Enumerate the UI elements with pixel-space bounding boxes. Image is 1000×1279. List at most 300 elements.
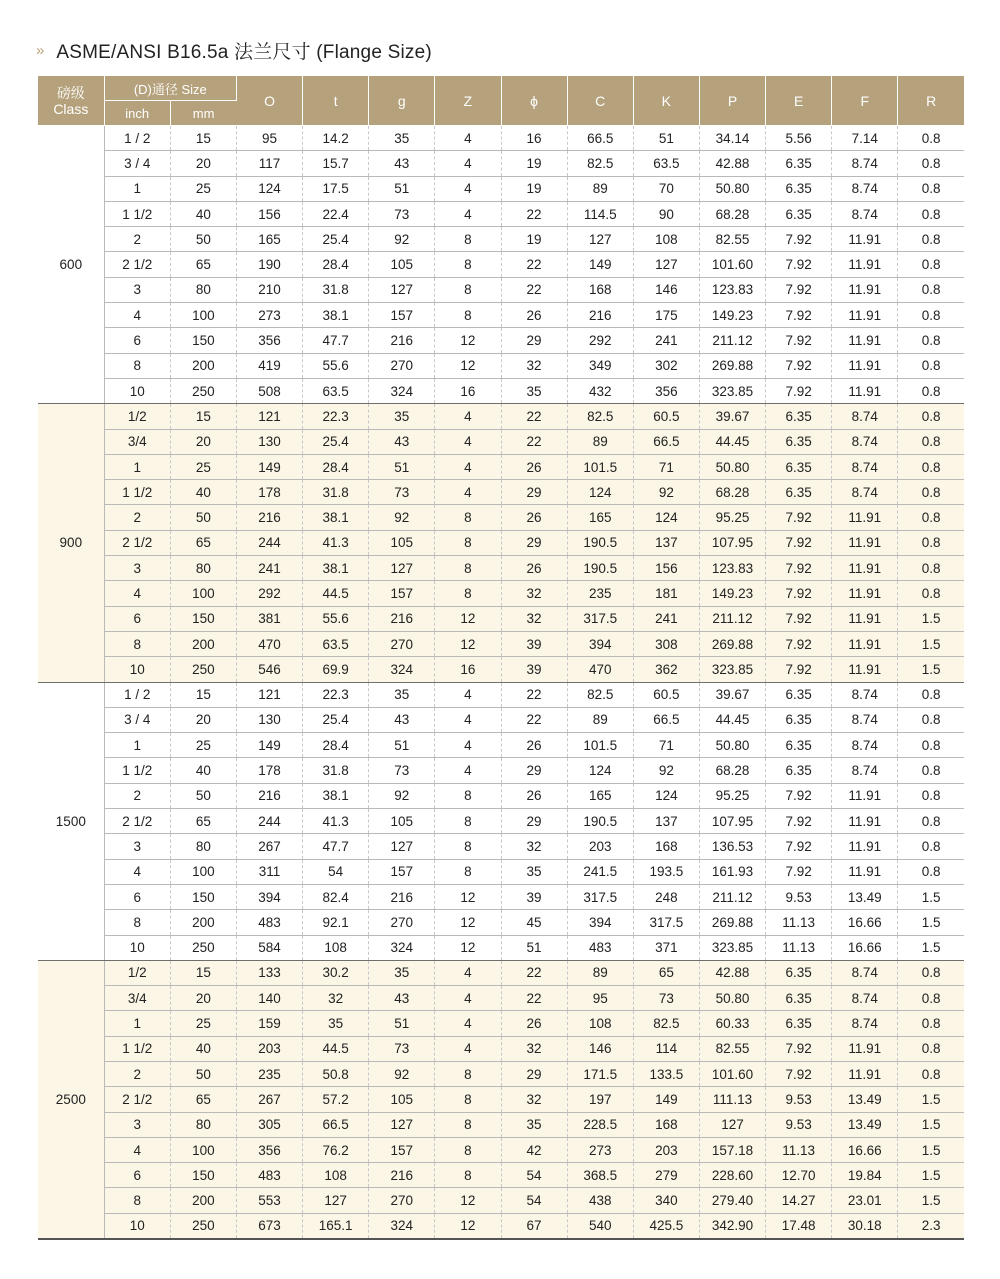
table-cell: 29 [501,530,567,555]
table-cell: 216 [369,606,435,631]
table-cell: 63.5 [633,151,699,176]
table-cell: 47.7 [303,328,369,353]
table-cell: 8 [435,556,501,581]
table-cell: 381 [236,606,302,631]
table-row [38,530,964,555]
table-cell: 4 [435,126,501,151]
table-cell: 8 [435,303,501,328]
table-cell: 1.5 [898,606,964,631]
table-row [38,252,964,277]
table-cell: 323.85 [699,378,765,403]
table-cell: 127 [699,1112,765,1137]
table-cell: 17.5 [303,176,369,201]
table-cell: 4 [104,581,170,606]
table-cell: 51 [501,935,567,960]
table-cell: 73 [369,758,435,783]
table-cell: 32 [501,1036,567,1061]
table-cell: 44.45 [699,707,765,732]
table-cell: 80 [170,556,236,581]
table-row [38,707,964,732]
table-cell: 0.8 [898,277,964,302]
table-cell: 0.8 [898,454,964,479]
table-cell: 8 [435,1061,501,1086]
table-cell: 2 1/2 [104,809,170,834]
table-cell: 305 [236,1112,302,1137]
table-cell: 6.35 [766,429,832,454]
table-cell: 8 [435,1163,501,1188]
table-cell: 29 [501,328,567,353]
table-cell: 0.8 [898,201,964,226]
table-cell: 228.60 [699,1163,765,1188]
table-cell: 6.35 [766,960,832,985]
table-cell: 43 [369,151,435,176]
table-cell: 1 / 2 [104,682,170,707]
table-cell: 12 [435,1188,501,1213]
table-cell: 11.91 [832,328,898,353]
table-cell: 15 [170,960,236,985]
table-cell: 32 [303,986,369,1011]
table-cell: 7.92 [766,1036,832,1061]
table-cell: 25.4 [303,707,369,732]
table-cell: 0.8 [898,429,964,454]
table-cell: 425.5 [633,1213,699,1239]
table-row [38,126,964,151]
table-cell: 124 [236,176,302,201]
table-cell: 16 [501,126,567,151]
table-cell: 20 [170,986,236,1011]
table-cell: 100 [170,303,236,328]
table-cell: 111.13 [699,1087,765,1112]
table-cell: 7.92 [766,378,832,403]
table-cell: 157 [369,581,435,606]
table-cell: 394 [567,631,633,656]
col-header-E: E [766,76,832,126]
table-cell: 8.74 [832,960,898,985]
table-cell: 4 [104,1137,170,1162]
table-cell: 50.80 [699,454,765,479]
table-cell: 17.48 [766,1213,832,1239]
table-cell: 302 [633,353,699,378]
table-cell: 0.8 [898,834,964,859]
table-cell: 11.91 [832,277,898,302]
table-cell: 123.83 [699,277,765,302]
table-cell: 28.4 [303,733,369,758]
table-cell: 63.5 [303,378,369,403]
table-cell: 7.92 [766,530,832,555]
table-cell: 197 [567,1087,633,1112]
table-cell: 1.5 [898,1137,964,1162]
table-cell: 26 [501,783,567,808]
table-cell: 211.12 [699,328,765,353]
table-cell: 44.45 [699,429,765,454]
table-cell: 4 [104,859,170,884]
table-cell: 26 [501,1011,567,1036]
table-cell: 508 [236,378,302,403]
table-cell: 168 [633,834,699,859]
table-cell: 101.60 [699,252,765,277]
table-cell: 82.55 [699,1036,765,1061]
table-cell: 54 [501,1163,567,1188]
size-header: (D)通径 Size [104,76,236,101]
table-row [38,935,964,960]
table-row [38,227,964,252]
table-cell: 7.92 [766,581,832,606]
table-cell: 71 [633,733,699,758]
table-cell: 22 [501,986,567,1011]
table-cell: 157 [369,859,435,884]
table-cell: 250 [170,657,236,682]
table-cell: 241 [633,606,699,631]
table-cell: 1 1/2 [104,1036,170,1061]
table-cell: 2 1/2 [104,252,170,277]
table-cell: 356 [633,378,699,403]
table-cell: 6.35 [766,733,832,758]
table-cell: 19.84 [832,1163,898,1188]
table-cell: 50 [170,227,236,252]
table-row [38,581,964,606]
table-cell: 1 [104,733,170,758]
table-cell: 47.7 [303,834,369,859]
table-cell: 0.8 [898,809,964,834]
table-cell: 10 [104,378,170,403]
table-cell: 11.91 [832,606,898,631]
table-cell: 54 [501,1188,567,1213]
table-cell: 45 [501,910,567,935]
table-cell: 11.13 [766,935,832,960]
table-cell: 1/2 [104,404,170,429]
table-cell: 470 [236,631,302,656]
col-header-C: C [567,76,633,126]
table-cell: 0.8 [898,252,964,277]
table-cell: 250 [170,378,236,403]
table-cell: 6 [104,1163,170,1188]
table-cell: 4 [435,429,501,454]
table-row [38,429,964,454]
table-cell: 11.91 [832,556,898,581]
table-cell: 165 [236,227,302,252]
table-cell: 6.35 [766,682,832,707]
table-cell: 216 [369,884,435,909]
table-cell: 22 [501,252,567,277]
table-cell: 0.8 [898,328,964,353]
table-row [38,783,964,808]
table-row [38,960,964,985]
table-cell: 70 [633,176,699,201]
table-cell: 4 [104,303,170,328]
table-cell: 92 [633,480,699,505]
table-cell: 8.74 [832,480,898,505]
table-cell: 3 / 4 [104,151,170,176]
table-cell: 190.5 [567,809,633,834]
table-cell: 190.5 [567,530,633,555]
table-cell: 12 [435,935,501,960]
table-cell: 65 [170,252,236,277]
table-cell: 7.92 [766,505,832,530]
table-cell: 60.33 [699,1011,765,1036]
table-cell: 270 [369,353,435,378]
table-cell: 43 [369,429,435,454]
table-cell: 105 [369,252,435,277]
table-cell: 292 [567,328,633,353]
col-header-O: O [236,76,302,126]
table-cell: 4 [435,1036,501,1061]
table-cell: 92 [633,758,699,783]
table-cell: 3/4 [104,429,170,454]
mm-header: mm [170,101,236,126]
table-cell: 149 [633,1087,699,1112]
table-cell: 4 [435,1011,501,1036]
table-cell: 1 1/2 [104,758,170,783]
table-cell: 4 [435,404,501,429]
table-cell: 22 [501,429,567,454]
table-cell: 50.8 [303,1061,369,1086]
table-cell: 371 [633,935,699,960]
table-cell: 4 [435,454,501,479]
table-cell: 11.91 [832,657,898,682]
table-cell: 165.1 [303,1213,369,1239]
table-cell: 7.92 [766,227,832,252]
table-cell: 11.91 [832,530,898,555]
table-row [38,328,964,353]
table-cell: 29 [501,1061,567,1086]
table-cell: 8 [435,530,501,555]
table-cell: 31.8 [303,480,369,505]
table-cell: 200 [170,631,236,656]
table-cell: 39 [501,631,567,656]
table-cell: 4 [435,733,501,758]
table-cell: 1 [104,454,170,479]
table-cell: 11.91 [832,834,898,859]
table-cell: 8 [435,277,501,302]
table-row [38,505,964,530]
table-cell: 40 [170,1036,236,1061]
table-cell: 8 [104,910,170,935]
table-cell: 71 [633,454,699,479]
table-cell: 267 [236,1087,302,1112]
table-cell: 14.2 [303,126,369,151]
table-cell: 235 [567,581,633,606]
table-cell: 117 [236,151,302,176]
inch-header: inch [104,101,170,126]
table-cell: 0.8 [898,581,964,606]
table-cell: 211.12 [699,884,765,909]
table-cell: 130 [236,429,302,454]
table-cell: 20 [170,151,236,176]
table-cell: 65 [170,809,236,834]
table-cell: 8.74 [832,176,898,201]
table-cell: 248 [633,884,699,909]
table-cell: 342.90 [699,1213,765,1239]
table-row [38,1036,964,1061]
table-cell: 80 [170,834,236,859]
table-cell: 105 [369,1087,435,1112]
table-cell: 22.3 [303,404,369,429]
table-cell: 0.8 [898,480,964,505]
table-row [38,1188,964,1213]
table-cell: 66.5 [567,126,633,151]
table-cell: 0.8 [898,986,964,1011]
table-cell: 54 [303,859,369,884]
table-cell: 11.13 [766,1137,832,1162]
table-cell: 8 [435,1137,501,1162]
table-row [38,884,964,909]
table-cell: 19 [501,227,567,252]
table-row [38,631,964,656]
table-cell: 40 [170,201,236,226]
table-cell: 483 [236,910,302,935]
table-row [38,378,964,403]
table-cell: 16.66 [832,910,898,935]
table-cell: 0.8 [898,960,964,985]
table-row [38,303,964,328]
table-cell: 95.25 [699,505,765,530]
table-cell: 181 [633,581,699,606]
table-cell: 68.28 [699,480,765,505]
table-cell: 108 [303,1163,369,1188]
table-cell: 149.23 [699,303,765,328]
table-cell: 40 [170,480,236,505]
table-cell: 317.5 [567,606,633,631]
table-cell: 7.92 [766,631,832,656]
table-cell: 63.5 [303,631,369,656]
table-cell: 3 [104,1112,170,1137]
table-cell: 150 [170,606,236,631]
table-cell: 1.5 [898,935,964,960]
table-cell: 15 [170,682,236,707]
table-cell: 1.5 [898,1163,964,1188]
table-cell: 279 [633,1163,699,1188]
table-cell: 0.8 [898,556,964,581]
table-cell: 26 [501,556,567,581]
table-cell: 419 [236,353,302,378]
table-cell: 20 [170,429,236,454]
table-cell: 92 [369,783,435,808]
table-cell: 51 [633,126,699,151]
table-cell: 82.5 [567,404,633,429]
table-cell: 4 [435,201,501,226]
table-cell: 90 [633,201,699,226]
table-cell: 7.92 [766,277,832,302]
table-cell: 4 [435,986,501,1011]
table-cell: 35 [369,126,435,151]
table-cell: 157.18 [699,1137,765,1162]
table-cell: 82.5 [633,1011,699,1036]
table-cell: 2 [104,227,170,252]
table-cell: 3 / 4 [104,707,170,732]
col-header-phi: ϕ [501,76,567,126]
table-cell: 324 [369,657,435,682]
class-group [38,404,964,682]
table-cell: 7.92 [766,252,832,277]
table-cell: 137 [633,809,699,834]
table-cell: 114 [633,1036,699,1061]
table-cell: 26 [501,454,567,479]
table-cell: 178 [236,758,302,783]
table-cell: 29 [501,480,567,505]
table-cell: 0.8 [898,1011,964,1036]
table-cell: 0.8 [898,176,964,201]
table-cell: 6.35 [766,176,832,201]
table-cell: 241.5 [567,859,633,884]
table-cell: 16 [435,657,501,682]
table-cell: 8 [104,631,170,656]
table-cell: 89 [567,429,633,454]
title-marker-icon: » [36,41,43,59]
table-cell: 4 [435,758,501,783]
table-cell: 29 [501,758,567,783]
table-cell: 92 [369,505,435,530]
table-cell: 40 [170,758,236,783]
table-cell: 8 [435,227,501,252]
table-cell: 25.4 [303,227,369,252]
table-cell: 9.53 [766,1112,832,1137]
table-cell: 0.8 [898,505,964,530]
table-row [38,176,964,201]
table-cell: 124 [567,480,633,505]
table-cell: 51 [369,733,435,758]
table-cell: 8 [104,1188,170,1213]
table-cell: 2 [104,783,170,808]
table-cell: 34.14 [699,126,765,151]
table-row [38,1137,964,1162]
table-cell: 1.5 [898,1087,964,1112]
table-cell: 8 [435,834,501,859]
table-cell: 317.5 [633,910,699,935]
table-cell: 38.1 [303,303,369,328]
table-cell: 13.49 [832,884,898,909]
table-cell: 157 [369,1137,435,1162]
table-cell: 8 [435,581,501,606]
table-cell: 8.74 [832,986,898,1011]
table-cell: 438 [567,1188,633,1213]
table-row [38,556,964,581]
table-cell: 22 [501,682,567,707]
table-cell: 100 [170,581,236,606]
table-cell: 107.95 [699,809,765,834]
table-cell: 12 [435,328,501,353]
table-cell: 66.5 [633,707,699,732]
table-cell: 130 [236,707,302,732]
table-cell: 324 [369,378,435,403]
table-cell: 0.8 [898,303,964,328]
table-cell: 16.66 [832,935,898,960]
table-cell: 149.23 [699,581,765,606]
table-cell: 171.5 [567,1061,633,1086]
table-cell: 25 [170,176,236,201]
table-cell: 127 [567,227,633,252]
table-cell: 0.8 [898,682,964,707]
table-cell: 114.5 [567,201,633,226]
table-cell: 13.49 [832,1112,898,1137]
table-cell: 1.5 [898,910,964,935]
table-cell: 1.5 [898,657,964,682]
table-cell: 270 [369,1188,435,1213]
table-cell: 156 [236,201,302,226]
table-cell: 89 [567,960,633,985]
table-cell: 140 [236,986,302,1011]
class-header: 磅级 Class [38,76,104,126]
table-cell: 8.74 [832,1011,898,1036]
table-cell: 470 [567,657,633,682]
table-cell: 394 [567,910,633,935]
table-cell: 12 [435,631,501,656]
table-cell: 0.8 [898,707,964,732]
table-cell: 68.28 [699,201,765,226]
table-cell: 11.91 [832,1061,898,1086]
table-cell: 22 [501,277,567,302]
table-cell: 26 [501,303,567,328]
table-row [38,758,964,783]
